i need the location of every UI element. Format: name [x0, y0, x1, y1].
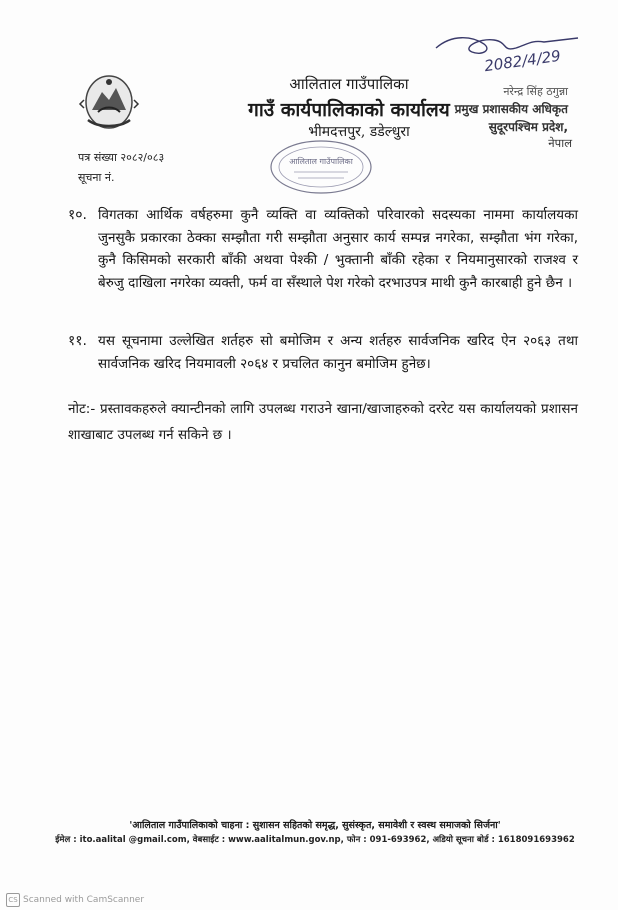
municipality-name: आलिताल गाउँपालिका: [289, 75, 409, 93]
officer-province: सुदूरपश्चिम प्रदेश,: [488, 120, 568, 134]
officer-name: नरेन्द्र सिंह ठगुन्ना: [503, 85, 568, 98]
note-label: नोट:-: [68, 401, 96, 417]
clause-text: विगतका आर्थिक वर्षहरुमा कुनै व्यक्ति वा व्यक्तिको परिवारको सदस्यका नाममा कार्यालयका जुनसुकै प्रकारका ठेक्का सम्झौता गरी सम्झौता अनुसार कार्य सम्पन्न नगरेका, सम्झौता भंग गरेका, कुनै किसिमको सरकारी बाँकी अथवा पेश्की / भुक्तानी बाँकी रहेका र नियमानुसारको राजश्व र बेरुजु दाखिला नगरेका व्यक्ती, फर्म वा सँस्थाले पेश गरेको दरभाउपत्र माथी कुनै कारबाही हुने छैन ।: [98, 207, 578, 291]
camscanner-text: Scanned with CamScanner: [23, 895, 145, 905]
clause-number: १०.: [68, 207, 88, 223]
notice-number: सूचना नं.: [78, 171, 115, 184]
stamp-text: आलिताल गाउँपालिका: [289, 157, 353, 166]
office-location: भीमदत्तपुर, डडेल्धुरा: [308, 124, 410, 140]
clause-text: यस सूचनामा उल्लेखित शर्तहरु सो बमोजिम र अन्य शर्तहरु सार्वजनिक खरिद ऐन २०६३ तथा सार्वजनिक खरिद नियमावली २०६४ र प्रचलित कानुन बमोजिम हुनेछ।: [98, 333, 578, 372]
clause-number: ११.: [68, 333, 88, 349]
camscanner-icon: CS: [6, 893, 20, 907]
note-text: प्रस्तावकहरुले क्यान्टीनको लागि उपलब्ध गराउने खाना/खाजाहरुको दररेट यस कार्यालयको प्रशासन शाखाबाट उपलब्ध गर्न सकिने छ ।: [68, 401, 579, 443]
footer-motto: 'आलिताल गाउँपालिकाको चाहना : सुशासन सहितको समृद्ध, सुसंस्कृत, समावेशी र स्वस्थ समाजको सिर्जना': [129, 820, 501, 831]
officer-country: नेपाल: [548, 136, 572, 150]
footer-contact: ईमेल : ito.aalital @gmail.com, वेबसाईट : www.aalitalmun.gov.np, फोन : 091-693962, अडियो सूचना बोर्ड : 1618091693962: [55, 835, 575, 845]
letter-number: पत्र संख्या २०८२/०८३: [78, 151, 165, 164]
office-name: गाउँ कार्यपालिकाको कार्यालय: [248, 99, 450, 121]
officer-title: प्रमुख प्रशासकीय अधिकृत: [454, 102, 568, 116]
office-stamp: [266, 138, 376, 196]
signature-date: 2082/4/29: [483, 46, 562, 76]
camscanner-watermark: [6, 893, 144, 907]
note-paragraph: [68, 396, 578, 448]
